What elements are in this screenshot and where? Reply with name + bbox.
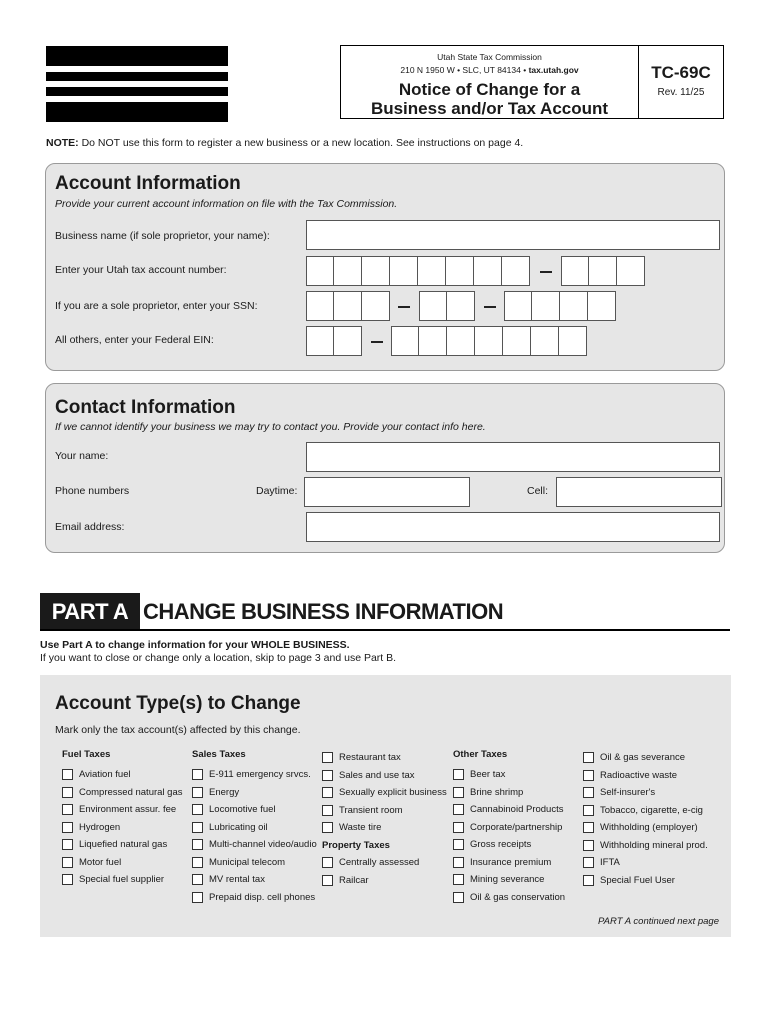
contact-info-title: Contact Information [55,397,236,418]
checkbox[interactable] [453,787,464,798]
ssn-part1-input[interactable] [306,291,390,321]
agency-name: Utah State Tax Commission [437,52,542,62]
fuel-taxes-column [62,749,183,889]
part-a-intro: Use Part A to change information for your WHOLE BUSINESS. If you want to close or change only a location, skip to page 3 and use Part B. [40,639,397,664]
account-types-instruction: Mark only the tax account(s) affected by this change. [55,724,301,736]
note: NOTE: Do NOT use this form to register a new business or a new location. See instructions on page 4. [46,137,524,149]
checkbox[interactable] [583,857,594,868]
tax-checkbox-item[interactable] [583,837,708,855]
checkbox[interactable] [453,769,464,780]
tax-checkbox-item[interactable] [192,836,317,854]
tax-account-label: Enter your Utah tax account number: [55,264,227,276]
ssn-dash-1 [398,306,410,308]
tax-checkbox-item[interactable] [453,836,565,854]
tax-checkbox-item[interactable] [583,819,708,837]
tax-checkbox-item[interactable] [192,784,317,802]
checkbox[interactable] [583,787,594,798]
checkbox-label: MV rental tax [209,874,265,886]
checkbox-label: Energy [209,786,240,798]
tax-checkbox-item[interactable] [62,766,183,784]
daytime-label: Daytime: [256,485,298,497]
checkbox[interactable] [62,822,73,833]
part-a-tag: PART A [40,593,140,629]
checkbox[interactable] [322,770,333,781]
checkbox-label: Tobacco, cigarette, e-cig [600,804,703,816]
checkbox[interactable] [62,769,73,780]
cell-phone-input[interactable] [556,477,722,507]
tax-checkbox-item[interactable] [192,819,317,837]
tax-checkbox-item[interactable] [192,854,317,872]
account-info-title: Account Information [55,173,241,194]
checkbox-label: Municipal telecom [209,856,286,868]
checkbox-label: Withholding (employer) [600,822,698,834]
property-taxes-heading: Property Taxes [322,839,390,851]
checkbox[interactable] [583,805,594,816]
email-label: Email address: [55,521,125,533]
checkbox[interactable] [583,840,594,851]
checkbox[interactable] [62,787,73,798]
checkbox[interactable] [322,875,333,886]
tax-checkbox-item[interactable] [453,871,565,889]
checkbox-label: Transient room [339,804,403,816]
checkbox-label: Corporate/partnership [470,821,563,833]
form-number: TC-69C [651,63,711,82]
tax-checkbox-item[interactable] [62,871,183,889]
ein-dash [371,341,383,343]
account-info-subtitle: Provide your current account information on file with the Tax Commission. [55,198,398,210]
tax-checkbox-item[interactable] [453,889,565,907]
form-number-box [639,45,724,119]
checkbox-label: Multi-channel video/audio [209,839,317,851]
tax-checkbox-item[interactable] [322,872,447,890]
checkbox[interactable] [453,839,464,850]
checkbox-label: Prepaid disp. cell phones [209,891,316,903]
checkbox-label: Special Fuel User [600,874,675,886]
checkbox-label: Sales and use tax [339,769,415,781]
daytime-phone-input[interactable] [304,477,470,507]
account-info-panel [45,163,725,371]
tax-account-dash [540,271,552,273]
sales-taxes-heading: Sales Taxes [192,749,246,760]
fuel-taxes-heading: Fuel Taxes [62,749,111,760]
website-link[interactable]: tax.utah.gov [528,65,579,75]
checkbox[interactable] [322,752,333,763]
checkbox-label: Motor fuel [79,856,122,868]
checkbox[interactable] [192,892,203,903]
ein-part1-input[interactable] [306,326,362,356]
checkbox[interactable] [192,769,203,780]
checkbox-label: Hydrogen [79,821,121,833]
cell-label: Cell: [527,485,549,497]
tax-checkbox-item[interactable] [62,784,183,802]
tax-checkbox-item[interactable] [453,784,565,802]
checkbox[interactable] [453,874,464,885]
checkbox[interactable] [322,857,333,868]
checkbox-label: Self-insurer's [600,787,656,799]
business-name-label: Business name (if sole proprietor, your name): [55,230,270,242]
checkbox-label: E-911 emergency srvcs. [209,769,311,781]
part-a-title: CHANGE BUSINESS INFORMATION [143,599,504,624]
ein-part2-input[interactable] [391,326,587,356]
part-a-header [40,593,730,631]
tax-checkbox-item[interactable] [322,784,447,802]
tax-checkbox-item[interactable] [583,749,708,767]
account-types-title: Account Type(s) to Change [55,693,301,714]
tax-checkbox-item[interactable] [192,889,317,907]
checkbox-label: Lubricating oil [209,821,268,833]
checkbox[interactable] [192,857,203,868]
ssn-part2-input[interactable] [419,291,475,321]
checkbox[interactable] [192,839,203,850]
continued-note: PART A continued next page [598,916,719,927]
tax-checkbox-item[interactable] [453,819,565,837]
tax-checkbox-item[interactable] [583,802,708,820]
checkbox-label: Waste tire [339,822,382,834]
checkbox[interactable] [322,822,333,833]
ssn-label: If you are a sole proprietor, enter your SSN: [55,300,258,312]
contact-info-panel [45,383,725,553]
form-revision: Rev. 11/25 [657,87,705,98]
checkbox[interactable] [192,822,203,833]
checkbox[interactable] [62,804,73,815]
checkbox[interactable] [192,787,203,798]
tax-checkbox-item[interactable] [583,854,708,872]
header-box [340,45,639,119]
tax-checkbox-item[interactable] [583,767,708,785]
checkbox-label: Sexually explicit business [339,787,447,799]
tax-checkbox-item[interactable] [322,854,447,872]
checkbox-label: Special fuel supplier [79,874,165,886]
ssn-dash-2 [484,306,496,308]
checkbox-label: IFTA [600,857,620,869]
tax-checkbox-item[interactable] [62,854,183,872]
ssn-part3-input[interactable] [504,291,616,321]
tax-checkbox-item[interactable] [322,749,447,767]
tax-checkbox-item[interactable] [62,801,183,819]
tax-checkbox-item[interactable] [62,819,183,837]
tax-checkbox-item[interactable] [62,836,183,854]
contact-info-subtitle: If we cannot identify your business we may try to contact you. Provide your contact info here. [55,421,486,433]
tax-checkbox-item[interactable] [192,871,317,889]
checkbox-label: Restaurant tax [339,752,401,764]
checkbox[interactable] [453,857,464,868]
checkbox[interactable] [62,857,73,868]
checkbox-label: Beer tax [470,769,506,781]
tax-checkbox-item[interactable] [453,801,565,819]
tax-checkbox-item[interactable] [192,766,317,784]
tax-account-input[interactable] [306,256,530,286]
ein-label: All others, enter your Federal EIN: [55,334,214,346]
checkbox[interactable] [322,805,333,816]
checkbox[interactable] [583,752,594,763]
tax-checkbox-item[interactable] [322,802,447,820]
checkbox-label: Centrally assessed [339,857,420,869]
checkbox[interactable] [62,874,73,885]
checkbox-label: Railcar [339,874,369,886]
checkbox-label: Radioactive waste [600,769,678,781]
other-taxes-column [453,749,565,906]
tax-checkbox-item[interactable] [322,767,447,785]
checkbox-label: Insurance premium [470,856,552,868]
sales-taxes-column [192,749,317,906]
email-input[interactable] [306,512,720,542]
checkbox-label: Environment assur. fee [79,804,177,816]
checkbox[interactable] [583,875,594,886]
checkbox[interactable] [583,770,594,781]
checkbox-label: Mining severance [470,874,545,886]
checkbox-label: Liquefied natural gas [79,839,168,851]
checkbox[interactable] [192,874,203,885]
checkbox[interactable] [192,804,203,815]
tax-account-suffix-input[interactable] [561,256,645,286]
sales-taxes-cont-column [322,749,447,889]
other-taxes-heading: Other Taxes [453,749,508,760]
checkbox[interactable] [453,892,464,903]
account-types-panel [40,675,731,937]
business-name-input[interactable] [306,220,720,250]
checkbox-label: Gross receipts [470,839,532,851]
tax-checkbox-item[interactable] [192,801,317,819]
checkbox-label: Oil & gas conservation [470,891,566,903]
checkbox[interactable] [322,787,333,798]
phone-label: Phone numbers [55,485,130,497]
agency-address: 210 N 1950 W • SLC, UT 84134 • tax.utah.gov [400,65,579,75]
checkbox[interactable] [62,839,73,850]
checkbox-label: Locomotive fuel [209,804,276,816]
checkbox-label: Cannabinoid Products [470,804,564,816]
checkbox[interactable] [453,804,464,815]
your-name-label: Your name: [55,450,109,462]
tax-checkbox-item[interactable] [583,784,708,802]
checkbox-label: Withholding mineral prod. [600,839,708,851]
tax-checkbox-item[interactable] [322,819,447,837]
checkbox-label: Aviation fuel [79,769,131,781]
checkbox[interactable] [583,822,594,833]
tax-checkbox-item[interactable] [583,872,708,890]
form-title: Notice of Change for a Business and/or Tax Account [370,80,609,118]
checkbox-label: Compressed natural gas [79,786,183,798]
checkbox-label: Brine shrimp [470,786,524,798]
tax-checkbox-item[interactable] [453,766,565,784]
tax-checkbox-item[interactable] [453,854,565,872]
your-name-input[interactable] [306,442,720,472]
checkbox[interactable] [453,822,464,833]
other-taxes-cont-column [583,749,708,889]
checkbox-label: Oil & gas severance [600,752,686,764]
